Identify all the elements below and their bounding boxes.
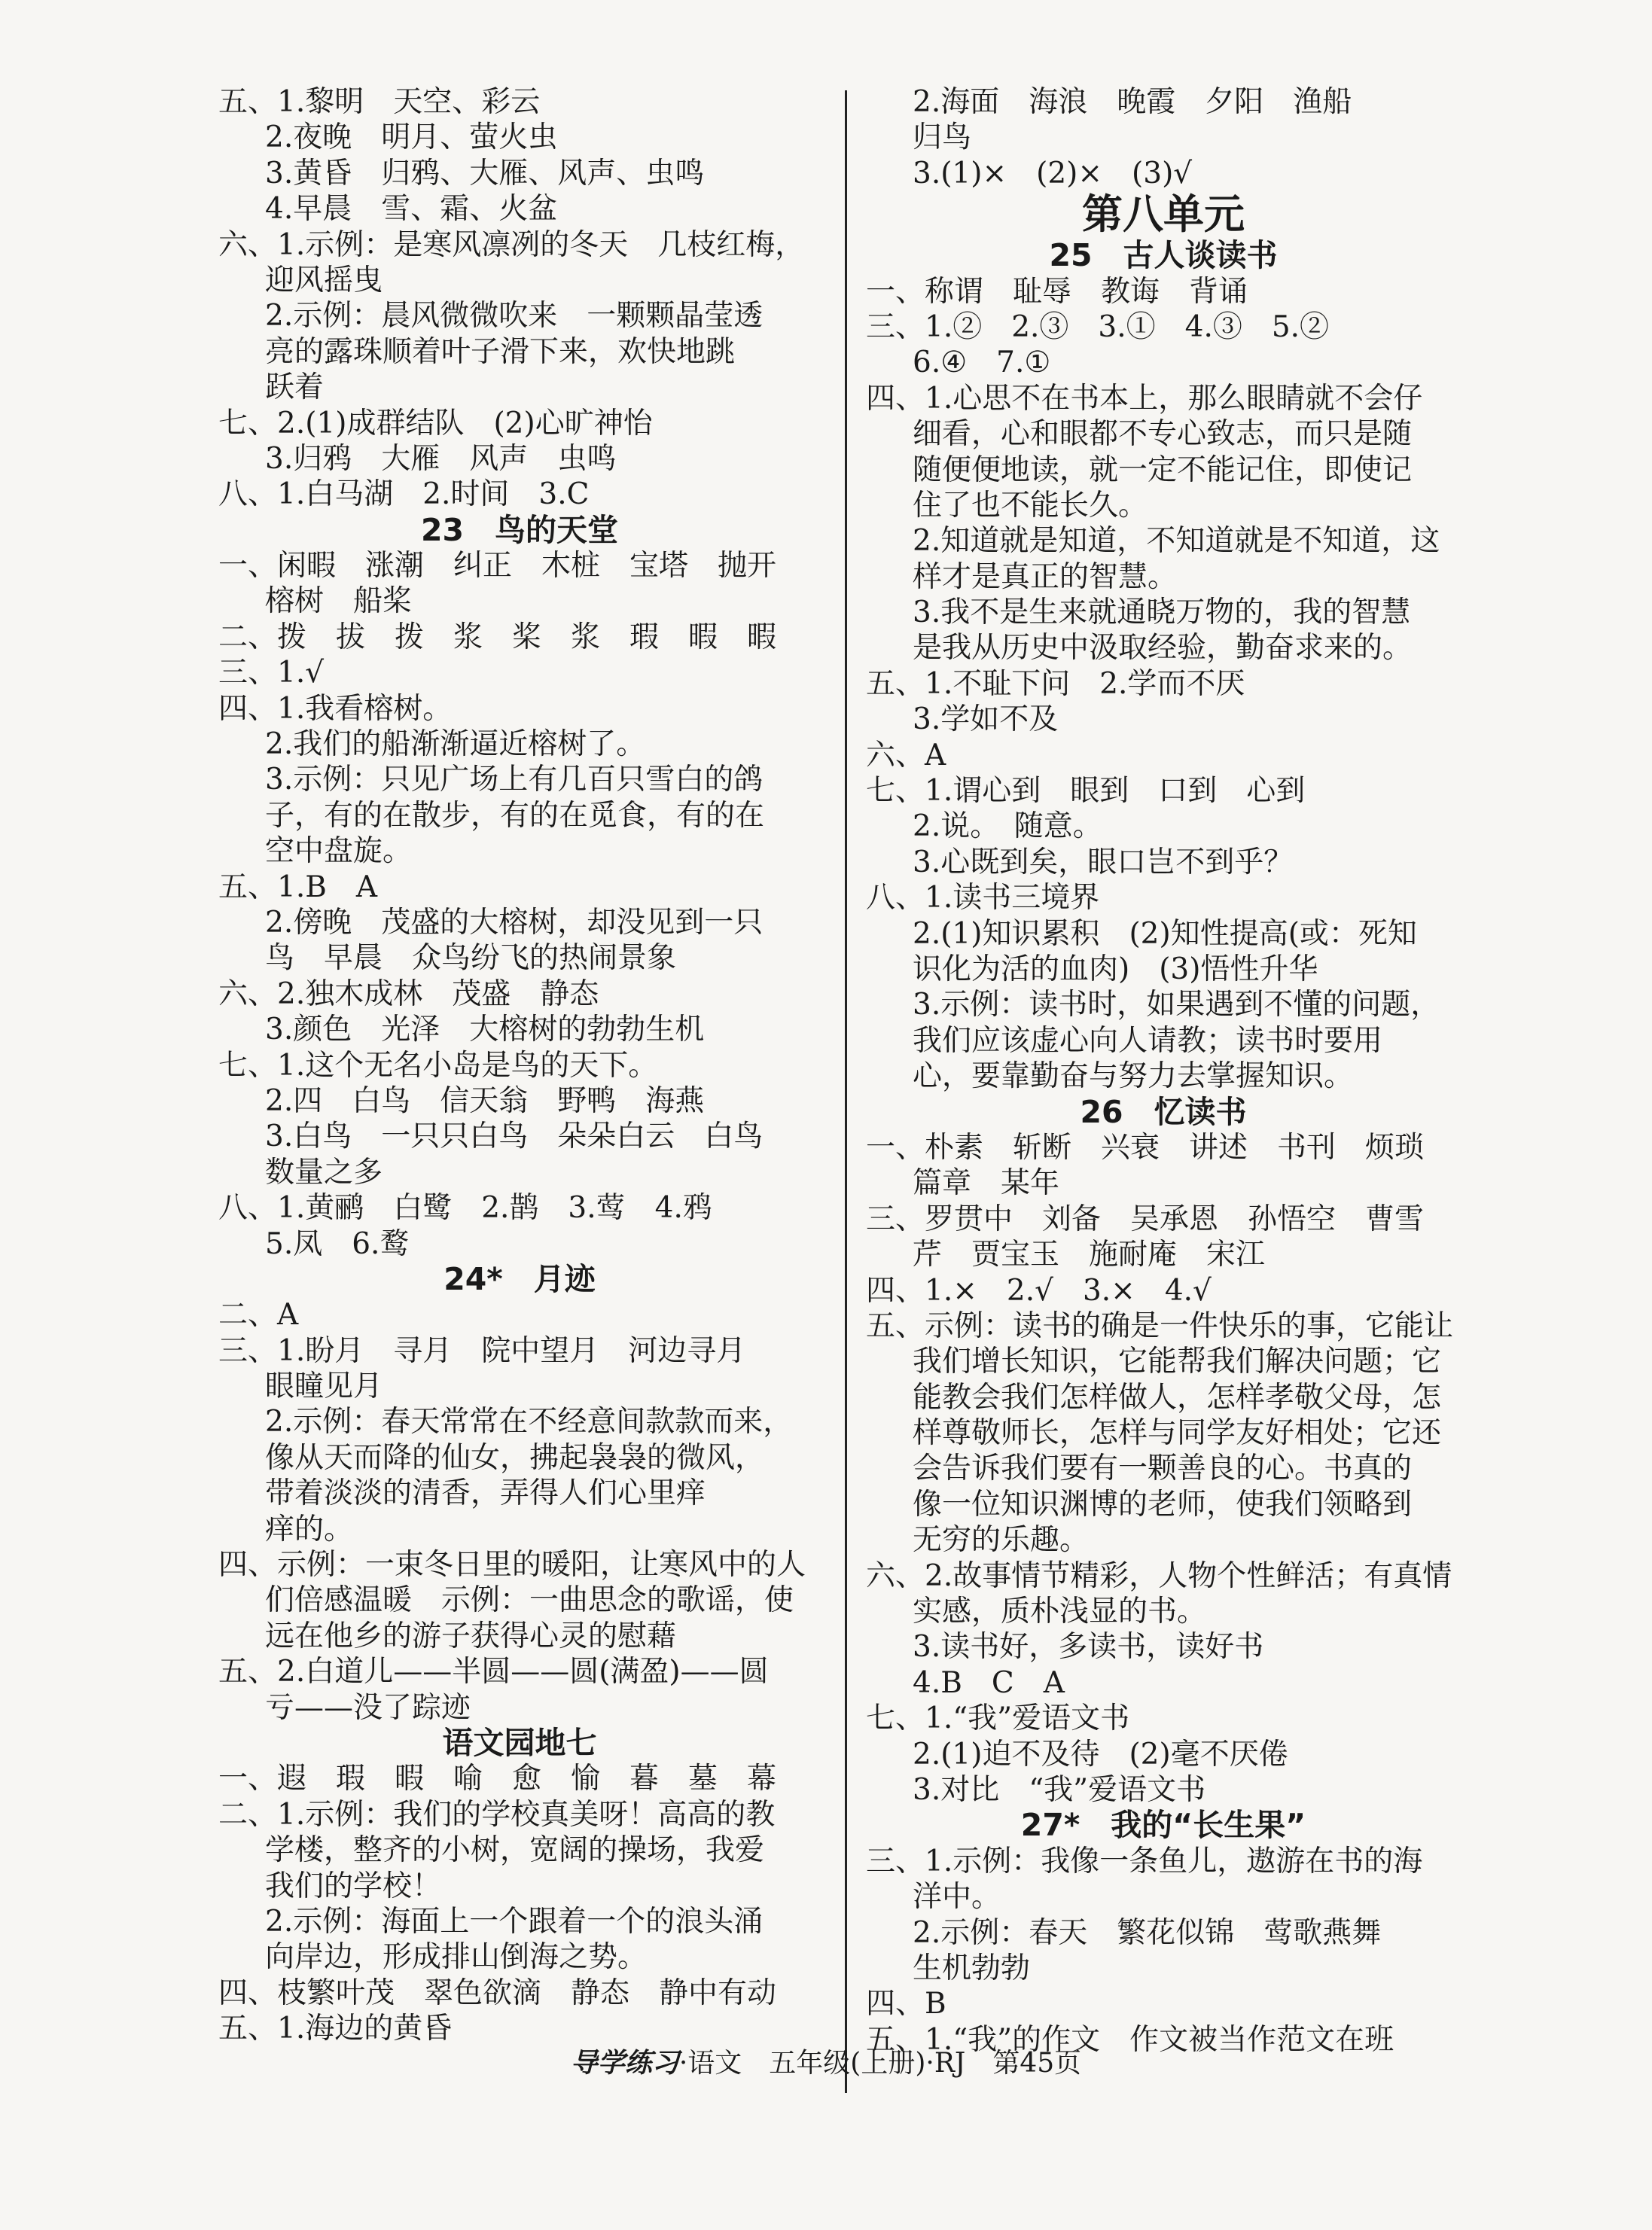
answer-line: 四、1.心思不在书本上，那么眼睛就不会仔	[866, 381, 1423, 416]
answer-line: 2.(1)迫不及待 (2)毫不厌倦	[913, 1737, 1288, 1772]
answer-line: 向岸边，形成排山倒海之势。	[265, 1940, 648, 1975]
answer-line: 痒的。	[265, 1512, 354, 1546]
answer-line: 带着淡淡的清香，弄得人们心里痒	[265, 1476, 706, 1511]
answer-line: 2.知道就是知道，不知道就是不知道，这	[913, 524, 1440, 559]
answer-line: 八、1.黄鹂 白鹭 2.鹊 3.莺 4.鸦	[218, 1191, 712, 1226]
answer-line: 六、2.故事情节精彩，人物个性鲜活；有真情	[866, 1558, 1452, 1593]
answer-line: 心，要靠勤奋与努力去掌握知识。	[913, 1059, 1354, 1094]
answer-line: 跃着	[265, 370, 325, 405]
answer-line: 一、遐 瑕 暇 喻 愈 愉 暮 墓 幕	[218, 1762, 777, 1796]
answer-line: 洋中。	[913, 1880, 1001, 1915]
answer-line: 迎风摇曳	[265, 263, 383, 297]
answer-line: 四、示例：一束冬日里的暖阳，让寒风中的人	[218, 1548, 806, 1583]
answer-line: 四、枝繁叶茂 翠色欲滴 静态 静中有动	[218, 1976, 777, 2010]
answer-line: 能教会我们怎样做人，怎样孝敬父母，怎	[913, 1380, 1442, 1415]
left-column	[218, 84, 821, 2046]
answer-line: 我们的学校！	[265, 1869, 442, 1903]
answer-line: 六、1.示例：是寒风凛冽的冬天 几枝红梅，	[218, 227, 805, 262]
answer-line: 4.早晨 雪、霜、火盆	[265, 192, 558, 227]
answer-line: 六、A	[866, 738, 946, 772]
answer-line: 四、1.我看榕树。	[218, 691, 453, 726]
answer-line: 2.夜晚 明月、萤火虫	[265, 120, 558, 155]
answer-line: 数量之多	[265, 1155, 383, 1190]
answer-line: 住了也不能长久。	[913, 488, 1148, 522]
answer-line: 细看，心和眼都不专心致志，而只是随	[913, 417, 1413, 452]
answer-line: 4.B C A	[913, 1665, 1065, 1700]
answer-line: 鸟 早晨 众鸟纷飞的热闹景象	[265, 941, 677, 976]
answer-line: 会告诉我们要有一颗善良的心。书真的	[913, 1452, 1413, 1486]
answer-line: 3.示例：读书时，如果遇到不懂的问题，	[913, 988, 1440, 1022]
answer-line: 亮的露珠顺着叶子滑下来，欢快地跳	[265, 334, 736, 369]
answer-line: 二、拨 拔 拨 浆 桨 浆 瑕 暇 暇	[218, 620, 777, 654]
answer-line: 子，有的在散步，有的在觅食，有的在	[265, 798, 765, 833]
answer-line: 四、B	[866, 1987, 946, 2021]
answer-line: 五、示例：读书的确是一件快乐的事，它能让	[866, 1308, 1454, 1343]
answer-line: 2.我们的船渐渐逼近榕树了。	[265, 727, 646, 762]
answer-line: 五、1.不耻下问 2.学而不厌	[866, 666, 1245, 701]
answer-line: 五、1.B A	[218, 870, 378, 904]
answer-line: 学楼，整齐的小树，宽阔的操场，我爱	[265, 1833, 765, 1868]
answer-line: 七、1.这个无名小岛是鸟的天下。	[218, 1048, 658, 1083]
answer-line: 七、2.(1)成群结队 (2)心旷神怡	[218, 406, 653, 440]
answer-line: 三、罗贯中 刘备 吴承恩 孙悟空 曹雪	[866, 1202, 1425, 1236]
answer-line: 一、朴素 斩断 兴衰 讲述 书刊 烦琐	[866, 1130, 1425, 1165]
answer-line: 五、1.黎明 天空、彩云	[218, 85, 541, 119]
answer-line: 样才是真正的智慧。	[913, 559, 1178, 594]
answer-line: 样尊敬师长，怎样与同学友好相处；它还	[913, 1416, 1442, 1451]
answer-line: 一、闲暇 涨潮 纠正 木桩 宝塔 抛开	[218, 549, 777, 583]
answer-line: 3.黄昏 归鸦、大雁、风声、虫鸣	[265, 156, 705, 190]
answer-line: 生机勃勃	[913, 1951, 1031, 1985]
answer-line: 2.示例：春天常常在不经意间款款而来，	[265, 1405, 793, 1439]
answer-line: 三、1.√	[218, 656, 325, 690]
answer-line: 2.(1)知识累积 (2)知性提高(或：死知	[913, 916, 1417, 951]
answer-line: 们倍感温暖 示例：一曲思念的歌谣，使	[265, 1583, 794, 1618]
section-heading: 23 鸟的天堂	[420, 511, 619, 548]
answer-line: 6.④ 7.①	[913, 346, 1051, 380]
answer-line: 四、1.× 2.√ 3.× 4.√	[866, 1273, 1212, 1308]
answer-line: 芹 贾宝玉 施耐庵 宋江	[913, 1238, 1266, 1272]
section-heading: 第八单元	[1082, 190, 1245, 239]
answer-line: 实感，质朴浅显的书。	[913, 1595, 1207, 1629]
answer-line: 3.颜色 光泽 大榕树的勃勃生机	[265, 1013, 705, 1047]
answer-line: 八、1.读书三境界	[866, 881, 1100, 915]
answer-line: 3.我不是生来就通晓万物的，我的智慧	[913, 596, 1411, 630]
answer-line: 空中盘旋。	[265, 834, 413, 869]
answer-line: 5.凤 6.鹜	[265, 1226, 410, 1261]
answer-line: 八、1.白马湖 2.时间 3.C	[218, 477, 590, 512]
answer-line: 像一位知识渊博的老师，使我们领略到	[913, 1487, 1413, 1522]
answer-line: 识化为活的血肉) (3)悟性升华	[913, 952, 1318, 986]
answer-line: 随便便地读，就一定不能记住，即使记	[913, 452, 1413, 487]
answer-line: 2.四 白鸟 信天翁 野鸭 海燕	[265, 1083, 705, 1118]
answer-line: 远在他乡的游子获得心灵的慰藉	[265, 1619, 677, 1653]
answer-line: 六、2.独木成林 茂盛 静态	[218, 976, 599, 1011]
answer-line: 是我从历史中汲取经验，勤奋求来的。	[913, 631, 1413, 666]
answer-line: 2.傍晚 茂盛的大榕树，却没见到一只	[265, 905, 764, 940]
answer-line: 2.示例：晨风微微吹来 一颗颗晶莹透	[265, 299, 764, 334]
answer-line: 2.示例：春天 繁花似锦 莺歌燕舞	[913, 1915, 1382, 1950]
answer-line: 三、1.盼月 寻月 院中望月 河边寻月	[218, 1333, 746, 1368]
section-heading: 24* 月迹	[443, 1260, 596, 1297]
section-heading: 25 古人谈读书	[1049, 237, 1278, 274]
section-heading: 语文园地七	[442, 1724, 597, 1761]
answer-line: 七、1.谓心到 眼到 口到 心到	[866, 774, 1306, 809]
answer-line: 亏——没了踪迹	[265, 1690, 471, 1725]
page-footer	[0, 2042, 1652, 2080]
answer-line: 五、1.海边的黄昏	[218, 2012, 453, 2046]
answer-line: 二、A	[218, 1298, 299, 1333]
answer-line: 我们应该虚心向人请教；读书时要用	[913, 1023, 1383, 1058]
answer-line: 三、1.② 2.③ 3.① 4.③ 5.②	[866, 309, 1330, 344]
answer-line: 3.(1)× (2)× (3)√	[913, 156, 1193, 190]
answer-line: 3.学如不及	[913, 702, 1059, 737]
answer-line: 五、1.“我”的作文 作文被当作范文在班	[866, 2022, 1394, 2057]
answer-line: 二、1.示例：我们的学校真美呀！高高的教	[218, 1797, 776, 1832]
answer-line: 我们增长知识，它能帮我们解决问题；它	[913, 1345, 1442, 1379]
answer-line: 一、称谓 耻辱 教诲 背诵	[866, 274, 1248, 309]
answer-line: 3.示例：只见广场上有几百只雪白的鸽	[265, 763, 764, 797]
answer-line: 2.说。 随意。	[913, 809, 1102, 844]
answer-line: 3.白鸟 一只只白鸟 朵朵白云 白鸟	[265, 1120, 764, 1154]
section-heading: 27* 我的“长生果”	[1020, 1807, 1306, 1844]
answer-line: 3.心既到矣，眼口岂不到乎？	[913, 845, 1294, 879]
answer-line: 眼瞳见月	[265, 1369, 383, 1404]
answer-line: 无穷的乐趣。	[913, 1523, 1090, 1558]
answer-line: 3.读书好，多读书，读好书	[913, 1630, 1264, 1665]
answer-line: 归鸟	[913, 120, 972, 155]
answer-line: 五、2.白道儿——半圆——圆(满盈)——圆	[218, 1655, 769, 1689]
answer-line: 篇章 某年	[913, 1166, 1060, 1201]
footer-brand: 导学练习	[570, 2047, 679, 2079]
column-divider	[845, 90, 847, 2093]
footer-info: ·语文 五年级(上册)·RJ 第45页	[678, 2048, 1082, 2079]
right-column	[866, 84, 1461, 2058]
answer-line: 榕树 船桨	[265, 584, 413, 619]
answer-line: 3.归鸦 大雁 风声 虫鸣	[265, 441, 617, 476]
answer-line: 3.对比 “我”爱语文书	[913, 1772, 1206, 1807]
answer-line: 2.海面 海浪 晚霞 夕阳 渔船	[913, 85, 1352, 119]
answer-line: 2.示例：海面上一个跟着一个的浪头涌	[265, 1904, 764, 1939]
answer-line: 像从天而降的仙女，拂起袅袅的微风，	[265, 1440, 765, 1475]
answer-line: 七、1.“我”爱语文书	[866, 1701, 1130, 1736]
answer-line: 三、1.示例：我像一条鱼儿，遨游在书的海	[866, 1844, 1423, 1878]
section-heading: 26 忆读书	[1080, 1093, 1247, 1130]
